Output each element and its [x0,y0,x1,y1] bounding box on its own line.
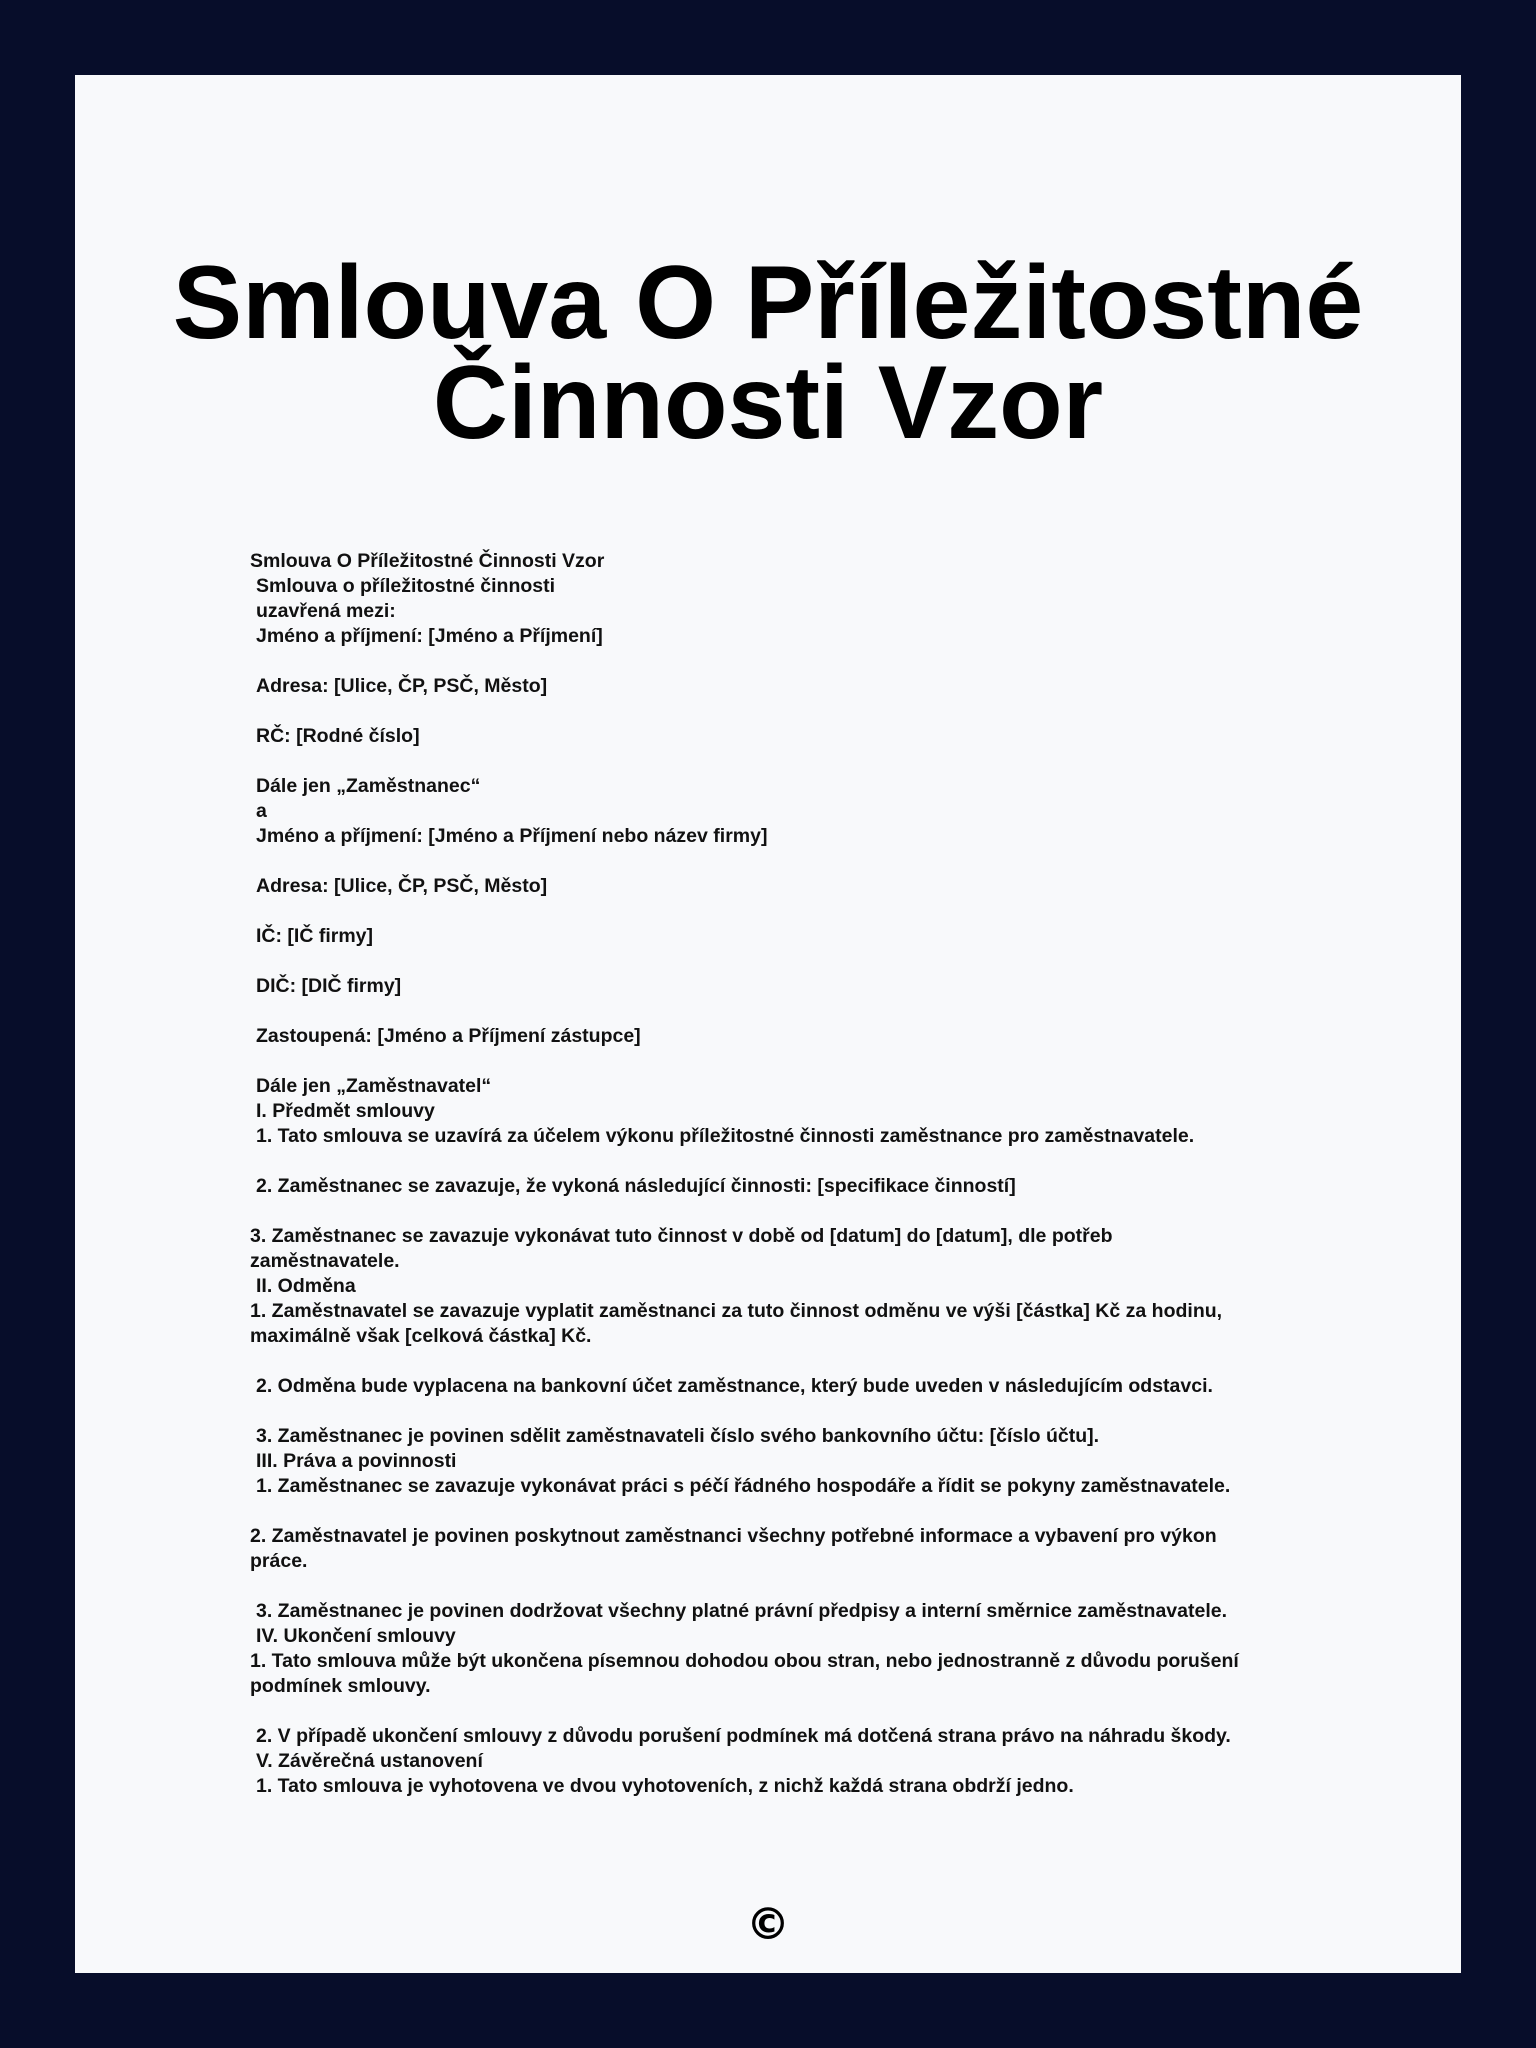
body-line: DIČ: [DIČ firmy] [256,975,402,997]
body-line: zaměstnavatele. [250,1250,400,1272]
blank-line [250,949,1330,974]
body-line: V. Závěrečná ustanovení [256,1750,483,1772]
blank-line [250,849,1330,874]
body-line: Dále jen „Zaměstnanec“ [256,775,481,797]
body-line: 2. Zaměstnanec se zavazuje, že vykoná následující činnosti: [specifikace činností] [256,1175,1016,1197]
body-line: IV. Ukončení smlouvy [256,1625,456,1647]
body-line: Jméno a příjmení: [Jméno a Příjmení nebo název firmy] [256,825,768,847]
body-line: Zastoupená: [Jméno a Příjmení zástupce] [256,1025,641,1047]
body-line: 2. V případě ukončení smlouvy z důvodu porušení podmínek má dotčená strana právo na náhradu škody. [256,1725,1231,1747]
body-line: III. Práva a povinnosti [256,1450,457,1472]
body-line: a [256,800,267,822]
body-line: Smlouva o příležitostné činnosti [256,575,556,597]
body-line: podmínek smlouvy. [250,1675,431,1697]
title-line-1: Smlouva O Příležitostné [172,245,1364,361]
copyright-icon: © [746,1899,790,1950]
body-line: Dále jen „Zaměstnavatel“ [256,1075,492,1097]
blank-line [250,1499,1330,1524]
body-line: 1. Zaměstnanec se zavazuje vykonávat práci s péčí řádného hospodáře a řídit se pokyny zaměstnavatele. [256,1475,1231,1497]
body-line: II. Odměna [256,1275,356,1297]
body-line: Adresa: [Ulice, ČP, PSČ, Město] [256,875,548,897]
body-line: 1. Tato smlouva může být ukončena písemnou dohodou obou stran, nebo jednostranně z důvodu porušení [250,1650,1239,1672]
body-line: práce. [250,1550,308,1572]
blank-line [250,1574,1330,1599]
body-line: 1. Zaměstnavatel se zavazuje vyplatit zaměstnanci za tuto činnost odměnu ve výši [částka] Kč za hodinu, [250,1300,1223,1322]
body-line: 2. Zaměstnavatel je povinen poskytnout zaměstnanci všechny potřebné informace a vybavení pro výkon [250,1525,1217,1547]
blank-line [250,899,1330,924]
blank-line [250,749,1330,774]
body-line: 1. Tato smlouva se uzavírá za účelem výkonu příležitostné činnosti zaměstnance pro zaměstnavatele. [256,1125,1195,1147]
blank-line [250,1049,1330,1074]
body-line: Smlouva O Příležitostné Činnosti Vzor [250,550,605,572]
blank-line [250,1699,1330,1724]
blank-line [250,1149,1330,1174]
body-line: uzavřená mezi: [256,600,396,622]
body-line: maximálně však [celková částka] Kč. [250,1325,592,1347]
blank-line [250,1199,1330,1224]
blank-line [250,699,1330,724]
blank-line [250,1399,1330,1424]
blank-line [250,649,1330,674]
body-line: 3. Zaměstnanec je povinen dodržovat všechny platné právní předpisy a interní směrnice zaměstnavatele. [256,1600,1228,1622]
body-line: 3. Zaměstnanec je povinen sdělit zaměstnavateli číslo svého bankovního účtu: [číslo účtu]. [256,1425,1100,1447]
body-line: Adresa: [Ulice, ČP, PSČ, Město] [256,675,548,697]
body-line: RČ: [Rodné číslo] [256,725,420,747]
body-line: I. Předmět smlouvy [256,1100,435,1122]
blank-line [250,1349,1330,1374]
body-line: 1. Tato smlouva je vyhotovena ve dvou vyhotoveních, z nichž každá strana obdrží jedno. [256,1775,1074,1797]
body-line: Jméno a příjmení: [Jméno a Příjmení] [256,625,603,647]
document-title [75,245,1461,461]
body-line: IČ: [IČ firmy] [256,925,373,947]
body-line: 2. Odměna bude vyplacena na bankovní účet zaměstnance, který bude uveden v následujícím odstavci. [256,1375,1213,1397]
document-page [75,75,1461,1973]
contract-body [250,549,1330,1799]
blank-line [250,999,1330,1024]
title-line-2: Činnosti Vzor [432,345,1104,461]
body-line: 3. Zaměstnanec se zavazuje vykonávat tuto činnost v době od [datum] do [datum], dle potřeb [250,1225,1113,1247]
